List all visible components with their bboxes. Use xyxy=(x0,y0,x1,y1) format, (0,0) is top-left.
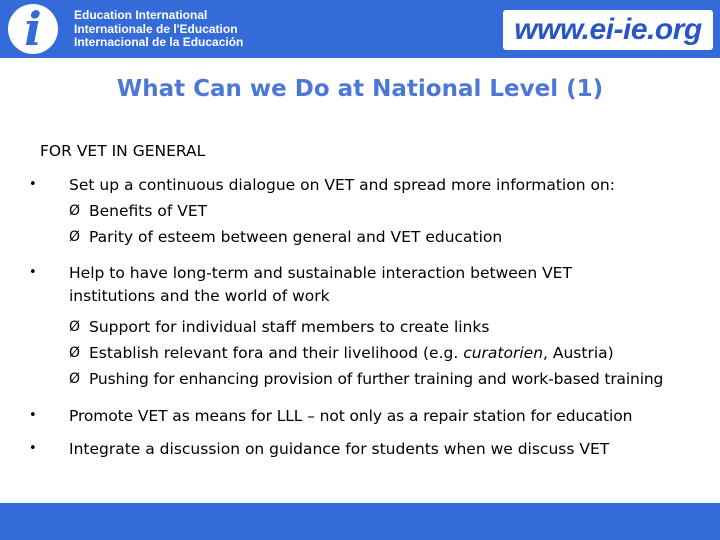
arrow-bullet-icon: Ø xyxy=(69,345,81,361)
fora-text-after: , Austria) xyxy=(543,344,614,362)
footer-bar xyxy=(0,503,720,540)
bullet-icon: • xyxy=(29,408,37,423)
org-name-es: Internacional de la Educación xyxy=(74,35,244,49)
sub-item-parity: Parity of esteem between general and VET education xyxy=(89,228,503,246)
sub-item-fora xyxy=(89,342,614,364)
logo-i-icon: i xyxy=(24,2,42,56)
arrow-bullet-icon: Ø xyxy=(69,371,81,387)
bullet-dialogue: Set up a continuous dialogue on VET and spread more information on: xyxy=(69,176,615,194)
sub-item-benefits: Benefits of VET xyxy=(89,202,208,220)
bullet-guidance: Integrate a discussion on guidance for students when we discuss VET xyxy=(69,440,610,458)
website-text: www.ei-ie.org xyxy=(514,13,702,46)
fora-text-before: Establish relevant fora and their livelihood (e.g. xyxy=(89,344,464,362)
bullet-icon: • xyxy=(29,441,37,456)
slide-title: What Can we Do at National Level (1) xyxy=(116,76,604,102)
arrow-bullet-icon: Ø xyxy=(69,229,81,245)
fora-text-italic: curatorien xyxy=(463,344,544,362)
bullet-icon: • xyxy=(29,177,37,192)
org-name-en: Education International xyxy=(74,8,208,22)
bullet-interaction-line2: institutions and the world of work xyxy=(69,287,330,305)
bullet-promote-vet: Promote VET as means for LLL – not only as a repair station for education xyxy=(69,407,633,425)
section-heading: FOR VET IN GENERAL xyxy=(40,142,206,160)
org-name-fr: Internationale de l'Education xyxy=(74,21,238,36)
bullet-interaction-line1: Help to have long-term and sustainable interaction between VET xyxy=(69,264,572,282)
sub-item-training: Pushing for enhancing provision of further training and work-based training xyxy=(89,370,664,388)
sub-item-support: Support for individual staff members to create links xyxy=(89,318,490,336)
arrow-bullet-icon: Ø xyxy=(69,203,81,219)
bullet-icon: • xyxy=(29,265,37,280)
arrow-bullet-icon: Ø xyxy=(69,319,81,335)
